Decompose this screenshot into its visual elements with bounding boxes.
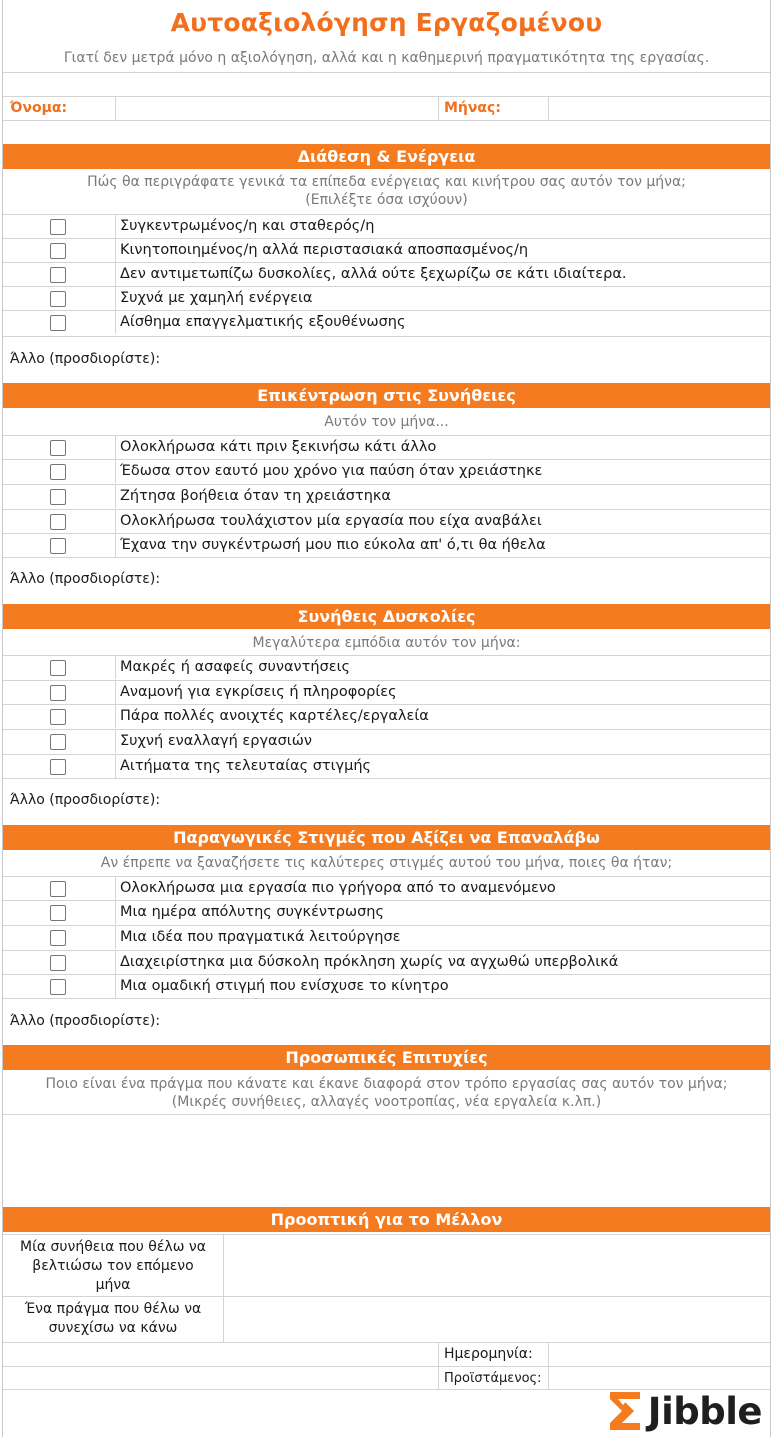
- checklist-item[interactable]: Συχνά με χαμηλή ενέργεια: [3, 286, 770, 310]
- section-header-future: Προοπτική για το Μέλλον: [3, 1207, 770, 1232]
- checkbox[interactable]: [50, 709, 66, 725]
- section-intro: Πώς θα περιγράφατε γενικά τα επίπεδα ενέργειας και κινήτρου σας αυτόν τον μήνα; (Επιλέξτε όσα ισχύουν): [87, 174, 686, 208]
- jibble-logo: [608, 1386, 762, 1436]
- checkbox[interactable]: [50, 905, 66, 921]
- blank-row: [3, 72, 770, 96]
- checklist-item[interactable]: Συχνή εναλλαγή εργασιών: [3, 729, 770, 753]
- future-habit-row: [3, 1234, 770, 1296]
- checkbox[interactable]: [50, 955, 66, 971]
- month-field[interactable]: [548, 97, 549, 120]
- checklist-item[interactable]: Δεν αντιμετωπίζω δυσκολίες, αλλά ούτε ξεχωρίζω σε κάτι ιδιαίτερα.: [3, 262, 770, 286]
- checklist-item[interactable]: Μια ομαδική στιγμή που ενίσχυσε το κίνητρο: [3, 974, 770, 998]
- checklist-item[interactable]: Αιτήματα της τελευταίας στιγμής: [3, 754, 770, 778]
- checkbox[interactable]: [50, 489, 66, 505]
- achievements-answer-field[interactable]: [3, 1114, 770, 1207]
- checklist-item[interactable]: Ολοκλήρωσα τουλάχιστον μία εργασία που είχα αναβάλει: [3, 509, 770, 533]
- checklist-item[interactable]: Αναμονή για εγκρίσεις ή πληροφορίες: [3, 680, 770, 704]
- checklist-item[interactable]: Μακρές ή ασαφείς συναντήσεις: [3, 655, 770, 679]
- checklist-item[interactable]: Μια ιδέα που πραγματικά λειτούργησε: [3, 925, 770, 949]
- other-label: Άλλο (προσδιορίστε):: [10, 571, 161, 587]
- checkbox[interactable]: [50, 514, 66, 530]
- checklist-item[interactable]: Διαχειρίστηκα μια δύσκολη πρόκληση χωρίς να αγχωθώ υπερβολικά: [3, 950, 770, 974]
- section-header-productive-moments: Παραγωγικές Στιγμές που Αξίζει να Επαναλάβω: [3, 825, 770, 850]
- name-month-row: [3, 96, 770, 120]
- other-label: Άλλο (προσδιορίστε):: [10, 1013, 161, 1029]
- jibble-logo-icon: [608, 1390, 642, 1432]
- checklist-item[interactable]: Πάρα πολλές ανοιχτές καρτέλες/εργαλεία: [3, 704, 770, 728]
- checklist-item[interactable]: Ολοκλήρωσα μια εργασία πιο γρήγορα από το αναμενόμενο: [3, 876, 770, 900]
- future-continue-label: Ένα πράγμα που θέλω να συνεχίσω να κάνω: [24, 1301, 202, 1336]
- checkbox[interactable]: [50, 219, 66, 235]
- checkbox[interactable]: [50, 315, 66, 331]
- section-header-difficulties: Συνήθεις Δυσκολίες: [3, 604, 770, 629]
- other-field[interactable]: [3, 998, 770, 1045]
- checkbox[interactable]: [50, 930, 66, 946]
- supervisor-field[interactable]: [548, 1367, 549, 1389]
- section-intro: Ποιο είναι ένα πράγμα που κάνατε και έκανε διαφορά στον τρόπο εργασίας σας αυτόν τον μήνα; (Μικρές συνήθειες, αλλαγές νοοτροπίας, νέα εργαλεία κ.λπ.): [45, 1076, 728, 1110]
- date-row: [3, 1342, 770, 1366]
- checkbox[interactable]: [50, 685, 66, 701]
- future-habit-label: Μία συνήθεια που θέλω να βελτιώσω τον επόμενο μήνα: [20, 1239, 206, 1293]
- section-header-achievements: Προσωπικές Επιτυχίες: [3, 1045, 770, 1070]
- other-label: Άλλο (προσδιορίστε):: [10, 792, 161, 808]
- checkbox[interactable]: [50, 759, 66, 775]
- other-label: Άλλο (προσδιορίστε):: [10, 351, 161, 367]
- date-field[interactable]: [548, 1343, 549, 1366]
- checkbox[interactable]: [50, 243, 66, 259]
- checklist-item[interactable]: Έχανα την συγκέντρωσή μου πιο εύκολα απ' ό,τι θα ήθελα: [3, 533, 770, 557]
- checklist-item[interactable]: Ολοκλήρωσα κάτι πριν ξεκινήσω κάτι άλλο: [3, 435, 770, 459]
- name-field[interactable]: [115, 97, 116, 120]
- future-continue-row: [3, 1296, 770, 1342]
- checkbox[interactable]: [50, 538, 66, 554]
- checkbox[interactable]: [50, 979, 66, 995]
- checklist-item[interactable]: Αίσθημα επαγγελματικής εξουθένωσης: [3, 310, 770, 334]
- self-assessment-form: [2, 0, 771, 1437]
- future-continue-field[interactable]: [223, 1297, 224, 1342]
- page-subtitle: Γιατί δεν μετρά μόνο η αξιολόγηση, αλλά και η καθημερινή πραγματικότητα της εργασίας.: [63, 50, 710, 66]
- checkbox[interactable]: [50, 734, 66, 750]
- checklist-item[interactable]: Συγκεντρωμένος/η και σταθερός/η: [3, 214, 770, 238]
- other-field[interactable]: [3, 557, 770, 604]
- page-title: Αυτοαξιολόγηση Εργαζομένου: [170, 8, 603, 37]
- checkbox[interactable]: [50, 881, 66, 897]
- checklist-item[interactable]: Μια ημέρα απόλυτης συγκέντρωσης: [3, 900, 770, 924]
- name-label: Όνομα:: [10, 100, 68, 116]
- other-field[interactable]: [3, 336, 770, 383]
- section-intro: Μεγαλύτερα εμπόδια αυτόν τον μήνα:: [252, 635, 521, 651]
- checklist-item[interactable]: Έδωσα στον εαυτό μου χρόνο για παύση όταν χρειάστηκε: [3, 459, 770, 483]
- section-header-habits: Επικέντρωση στις Συνήθειες: [3, 383, 770, 408]
- section-header-energy: Διάθεση & Ενέργεια: [3, 144, 770, 169]
- date-label: Ημερομηνία:: [444, 1346, 533, 1362]
- checkbox[interactable]: [50, 267, 66, 283]
- checkbox[interactable]: [50, 464, 66, 480]
- checklist-item[interactable]: Ζήτησα βοήθεια όταν τη χρειάστηκα: [3, 484, 770, 508]
- checkbox[interactable]: [50, 660, 66, 676]
- section-intro: Αυτόν τον μήνα...: [324, 414, 449, 430]
- supervisor-label: Προϊστάμενος:: [444, 1371, 542, 1386]
- checkbox[interactable]: [50, 291, 66, 307]
- future-habit-field[interactable]: [223, 1235, 224, 1296]
- other-field[interactable]: [3, 778, 770, 825]
- checkbox[interactable]: [50, 440, 66, 456]
- section-intro: Αν έπρεπε να ξαναζήσετε τις καλύτερες στιγμές αυτού του μήνα, ποιες θα ήταν;: [100, 855, 673, 871]
- month-label: Μήνας:: [444, 100, 501, 116]
- brand-name: Jibble: [647, 1389, 762, 1433]
- checklist-item[interactable]: Κινητοποιημένος/η αλλά περιστασιακά αποσπασμένος/η: [3, 238, 770, 262]
- blank-row: [3, 120, 770, 144]
